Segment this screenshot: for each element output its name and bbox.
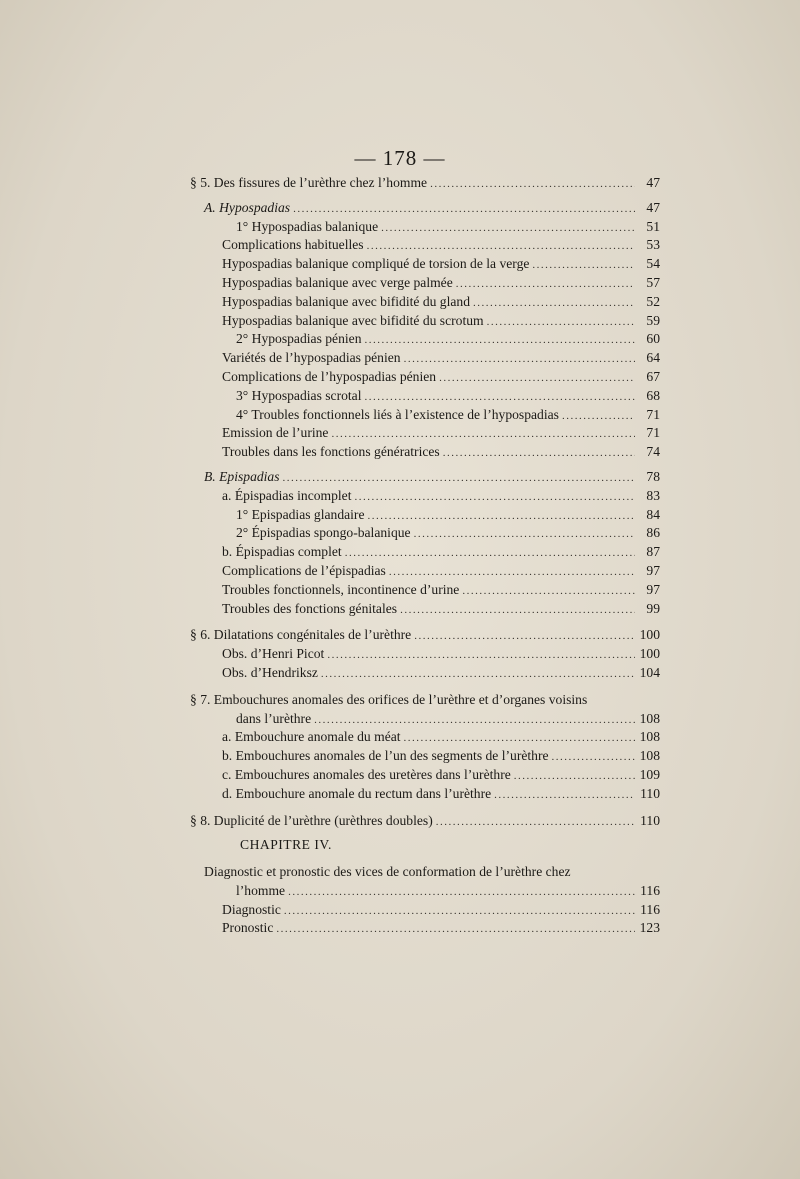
- toc-entry: [190, 199, 660, 218]
- toc-page: 110: [640, 812, 660, 828]
- toc-entry: [190, 562, 660, 581]
- toc-label: dans l’urèthre: [236, 710, 312, 726]
- toc-label: Emission de l’urine: [222, 425, 329, 441]
- toc-entry: [190, 349, 660, 368]
- toc-entry: [190, 424, 660, 443]
- toc-entry: [190, 387, 660, 406]
- toc-page: 116: [640, 901, 660, 917]
- toc-page: 108: [639, 710, 660, 726]
- toc-label: Troubles dans les fonctions génératrices: [222, 444, 440, 460]
- toc-entry: [190, 368, 660, 387]
- toc-entry: [190, 236, 660, 255]
- toc-entry: [190, 747, 660, 766]
- toc-label: § 6. Dilatations congénitales de l’urèthre: [190, 627, 412, 643]
- toc-label: 1° Epispadias glandaire: [236, 506, 365, 522]
- toc-page: 47: [646, 199, 660, 215]
- toc-entry: [190, 710, 660, 729]
- toc-entry: [190, 645, 660, 664]
- toc-label: a. Embouchure anomale du méat: [222, 729, 401, 745]
- toc-entry: [190, 174, 660, 193]
- toc-entry: [190, 487, 660, 506]
- toc-label: 3° Hypospadias scrotal: [236, 387, 362, 403]
- toc-label: Complications de l’épispadias: [222, 562, 386, 578]
- table-of-contents: [190, 174, 660, 938]
- toc-label: 2° Hypospadias pénien: [236, 331, 362, 347]
- toc-entry: [190, 468, 660, 487]
- toc-entry: [190, 543, 660, 562]
- toc-page: 97: [646, 562, 660, 578]
- toc-page: 71: [646, 406, 660, 422]
- toc-entry: [190, 274, 660, 293]
- toc-label: c. Embouchures anomales des uretères dans l’urèthre: [222, 766, 511, 782]
- toc-page: 53: [646, 237, 660, 253]
- toc-entry: [190, 506, 660, 525]
- toc-label: Obs. d’Henri Picot: [222, 646, 325, 662]
- toc-page: 108: [639, 729, 660, 745]
- toc-label: § 7. Embouchures anomales des orifices de l’urèthre et d’organes voisins: [190, 691, 588, 707]
- toc-label: 2° Épispadias spongo-balanique: [236, 525, 411, 541]
- toc-label: § 8. Duplicité de l’urèthre (urèthres doubles): [190, 812, 433, 828]
- toc-entry: [190, 626, 660, 645]
- toc-entry: [190, 901, 660, 920]
- toc-label: § 5. Des fissures de l’urèthre chez l’homme: [190, 175, 428, 190]
- toc-label: Hypospadias balanique avec bifidité du scrotum: [222, 312, 484, 328]
- toc-label: a. Épispadias incomplet: [222, 487, 352, 503]
- toc-label: A. Hypospadias: [204, 199, 291, 215]
- toc-label: Obs. d’Hendriksz: [222, 664, 318, 680]
- toc-entry: [190, 919, 660, 938]
- toc-entry: [190, 312, 660, 331]
- toc-page: 60: [646, 331, 660, 347]
- toc-label: Hypospadias balanique compliqué de torsion de la verge: [222, 256, 530, 272]
- toc-entry: [190, 293, 660, 312]
- toc-page: 100: [639, 627, 660, 643]
- chapter-heading: [190, 863, 660, 882]
- toc-label: Complications de l’hypospadias pénien: [222, 368, 437, 384]
- toc-page: 123: [639, 920, 660, 936]
- toc-entry: [190, 728, 660, 747]
- toc-entry: [190, 406, 660, 425]
- toc-page: 86: [646, 525, 660, 541]
- page-number: — 178 —: [354, 146, 446, 170]
- toc-entry: [190, 218, 660, 237]
- toc-label: l’homme: [236, 882, 286, 898]
- toc-page: 97: [646, 581, 660, 597]
- chapter-title-text: CHAPITRE IV.: [240, 837, 332, 853]
- toc-page: 67: [646, 368, 660, 384]
- toc-label: b. Épispadias complet: [222, 544, 342, 560]
- chapter-title: [190, 836, 660, 855]
- toc-page: 64: [646, 350, 660, 366]
- toc-page: 84: [646, 506, 660, 522]
- toc-entry: [190, 664, 660, 683]
- toc-label: Hypospadias balanique avec verge palmée: [222, 274, 453, 290]
- toc-label: 4° Troubles fonctionnels liés à l’existence de l’hypospadias: [236, 406, 559, 422]
- toc-page: 74: [646, 444, 660, 460]
- toc-label: Troubles fonctionnels, incontinence d’urine: [222, 581, 460, 597]
- toc-entry: [190, 581, 660, 600]
- toc-label: Complications habituelles: [222, 237, 364, 253]
- toc-label: 1° Hypospadias balanique: [236, 218, 379, 234]
- toc-entry: [190, 330, 660, 349]
- toc-page: 108: [639, 748, 660, 764]
- toc-page: 83: [646, 487, 660, 503]
- toc-page: 52: [646, 293, 660, 309]
- toc-label: b. Embouchures anomales de l’un des segments de l’urèthre: [222, 748, 549, 764]
- toc-page: 109: [639, 766, 660, 782]
- toc-page: 78: [646, 468, 660, 484]
- toc-entry: [190, 882, 660, 901]
- toc-page: 110: [640, 785, 660, 801]
- toc-label: B. Epispadias: [204, 468, 280, 484]
- toc-entry: [190, 785, 660, 804]
- toc-label: Troubles des fonctions génitales: [222, 600, 398, 616]
- toc-page: 47: [646, 175, 660, 190]
- toc-page: 104: [639, 664, 660, 680]
- toc-entry: [190, 766, 660, 785]
- toc-entry: [190, 600, 660, 619]
- toc-page: 99: [646, 600, 660, 616]
- toc-label: Hypospadias balanique avec bifidité du gland: [222, 293, 471, 309]
- toc-page: 54: [646, 256, 660, 272]
- toc-page: 100: [639, 646, 660, 662]
- toc-page: 51: [646, 218, 660, 234]
- toc-page: 57: [646, 274, 660, 290]
- toc-label: Diagnostic: [222, 901, 281, 917]
- toc-entry: [190, 524, 660, 543]
- toc-page: 116: [640, 882, 660, 898]
- chapter-heading-text: Diagnostic et pronostic des vices de conformation de l’urèthre chez: [204, 864, 571, 880]
- toc-entry: [190, 691, 660, 710]
- toc-page: 59: [646, 312, 660, 328]
- toc-page: 68: [646, 387, 660, 403]
- toc-label: d. Embouchure anomale du rectum dans l’urèthre: [222, 785, 492, 801]
- toc-label: Pronostic: [222, 920, 274, 936]
- toc-label: Variétés de l’hypospadias pénien: [222, 350, 401, 366]
- toc-entry: [190, 443, 660, 462]
- toc-page: 71: [646, 425, 660, 441]
- toc-entry: [190, 255, 660, 274]
- toc-entry: [190, 812, 660, 831]
- toc-page: 87: [646, 544, 660, 560]
